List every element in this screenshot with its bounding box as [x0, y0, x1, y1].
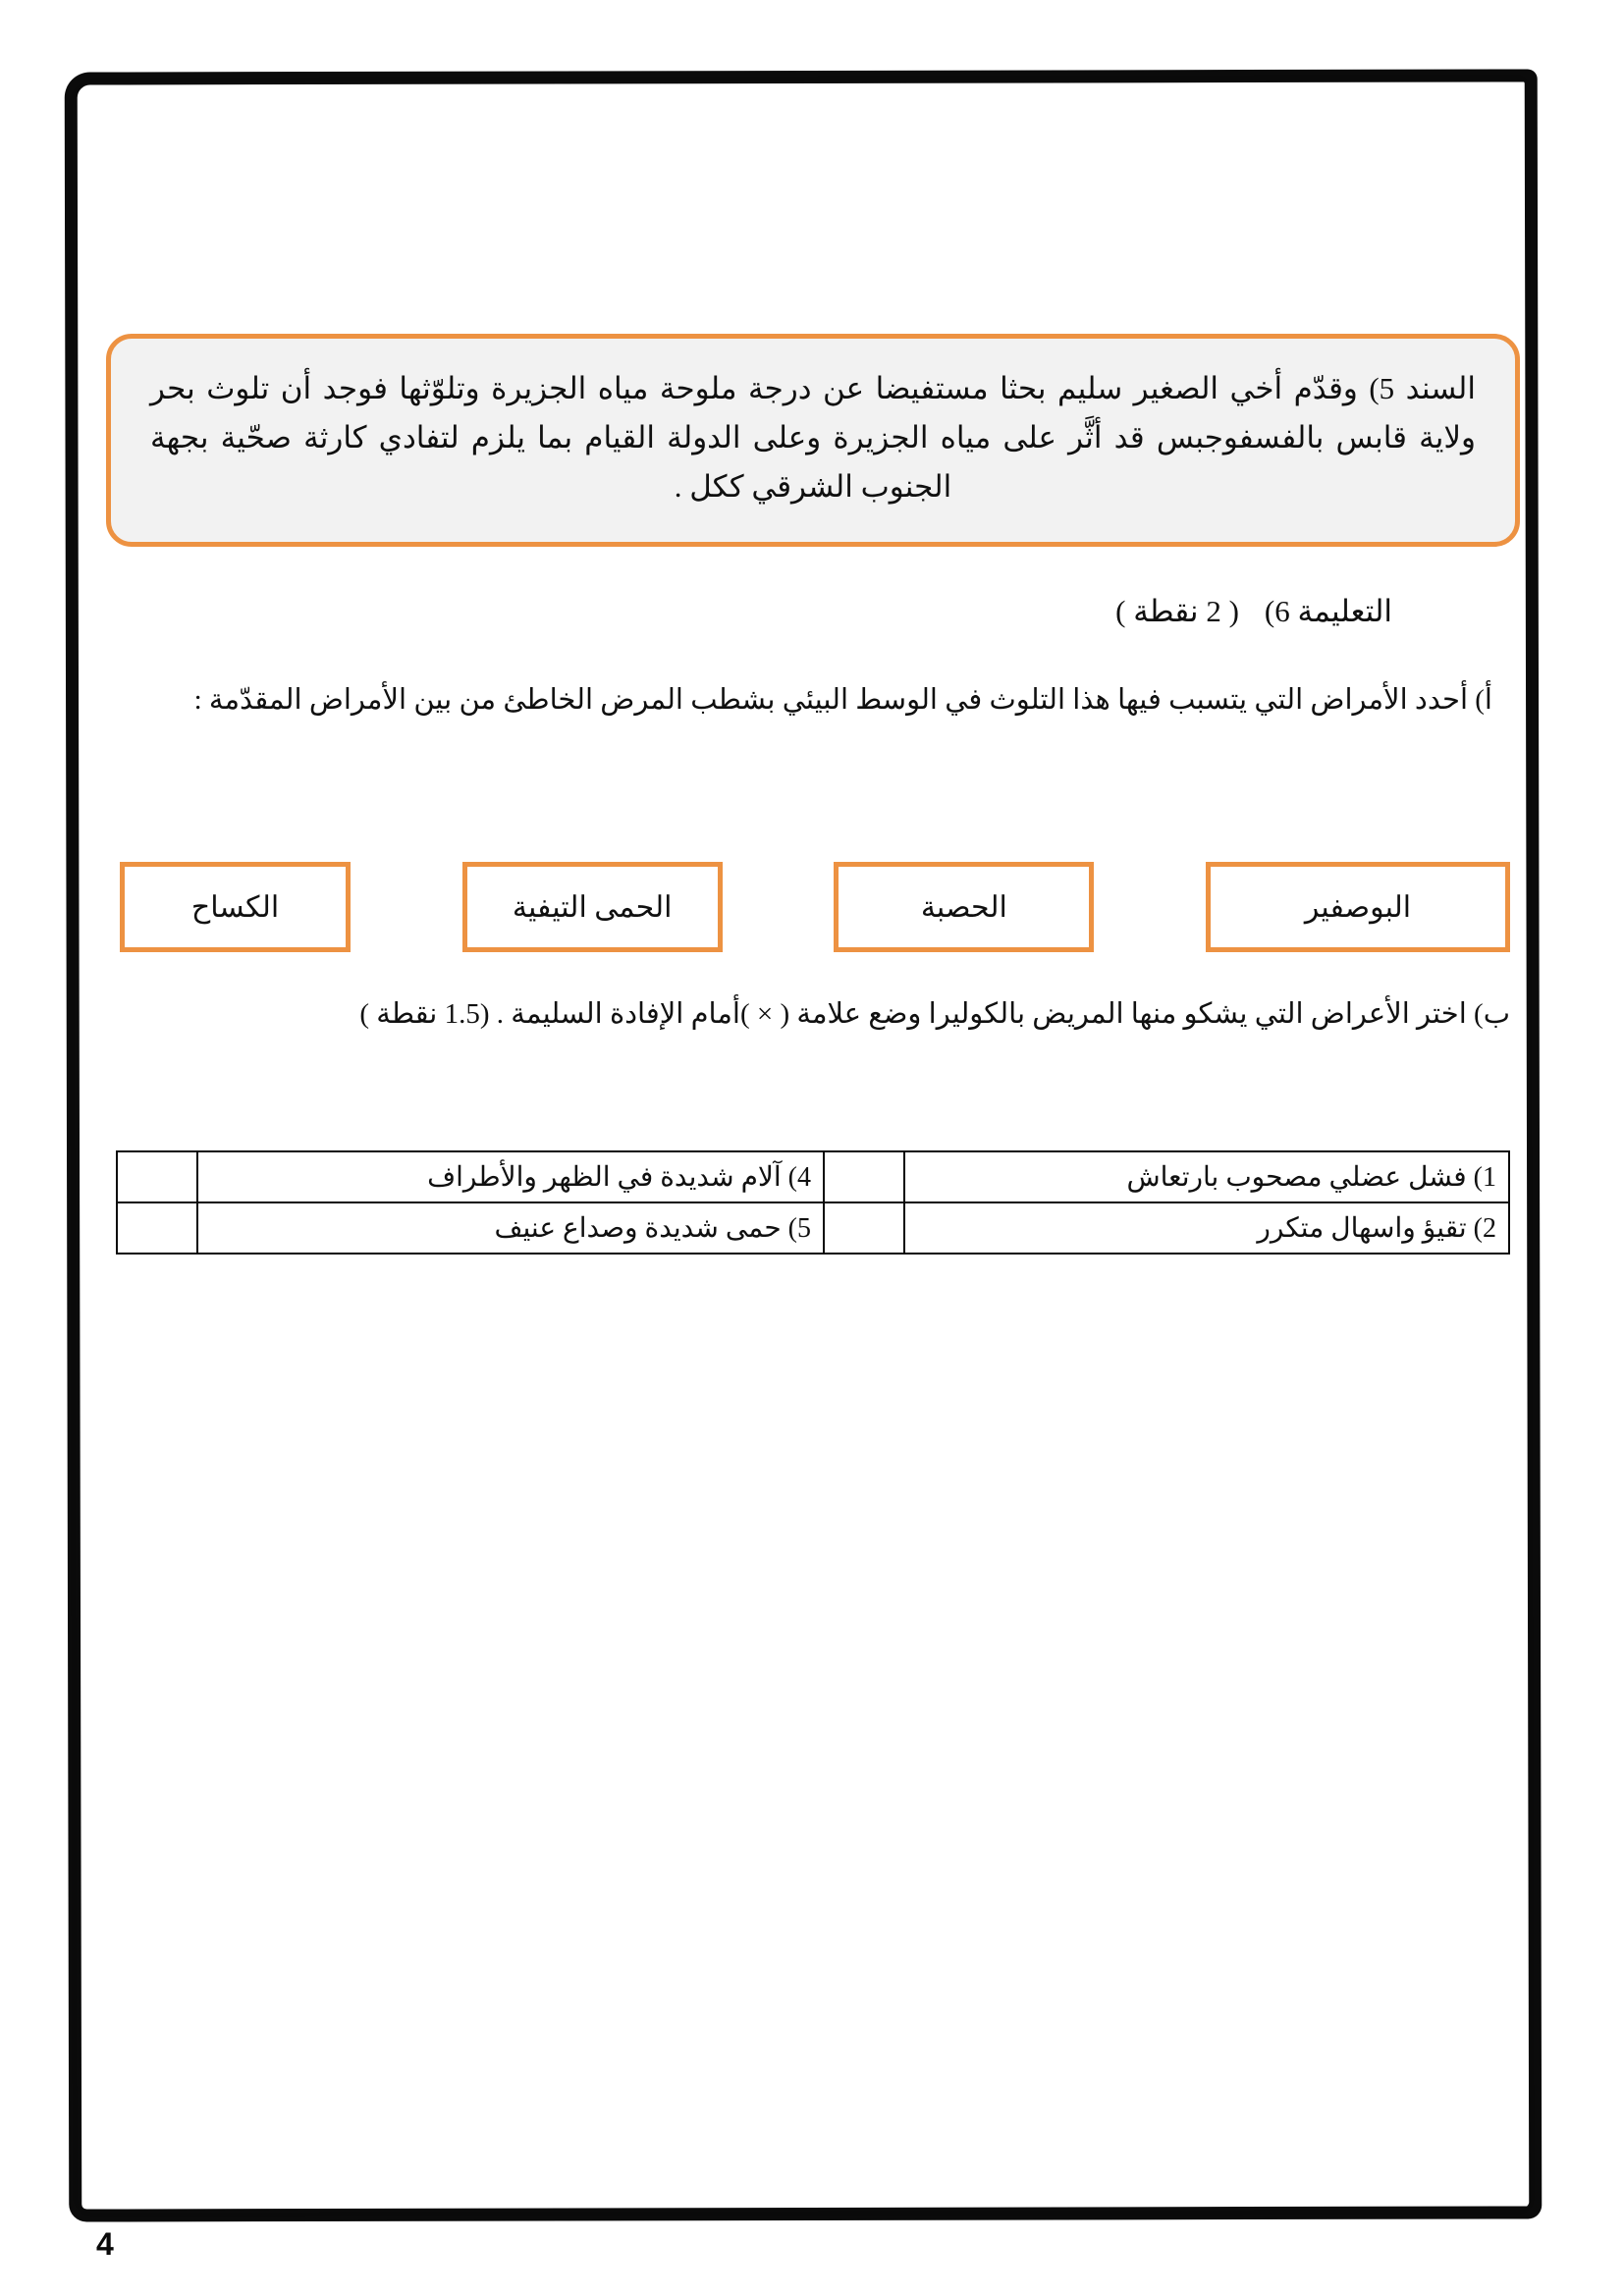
symptom-cell-1: 1) فشل عضلي مصحوب بارتعاش — [904, 1151, 1509, 1202]
instruction-6-title: التعليمة 6) — [1264, 594, 1392, 628]
page-number: 4 — [96, 2226, 114, 2262]
question-a-text: أ) أحدد الأمراض التي يتسبب فيها هذا التلوث في الوسط البيئي بشطب المرض الخاطئ من بين الأمراض المقدّمة : — [193, 684, 1492, 716]
table-row — [117, 1202, 1509, 1254]
symptom-mark-1[interactable] — [824, 1151, 904, 1202]
source-text: السند 5) وقدّم أخي الصغير سليم بحثا مستفيضا عن درجة ملوحة مياه الجزيرة وتلوّثها فوجد أن تلوث بحر ولاية قابس بالفسفوجبس قد أثَّر على مياه الجزيرة وعلى الدولة القيام بما يلزم لتفادي كارثة صحّية بجهة الجنوب الشرقي ككل . — [150, 371, 1476, 505]
disease-option-2-label: الحمى التيفية — [512, 890, 673, 924]
symptom-mark-2[interactable] — [824, 1202, 904, 1254]
symptoms-table — [116, 1150, 1510, 1255]
symptom-cell-4: 4) آلام شديدة في الظهر والأطراف — [197, 1151, 824, 1202]
disease-option-4[interactable] — [1206, 862, 1510, 952]
instruction-6-header — [106, 587, 1520, 636]
symptom-cell-2: 2) تقيؤ واسهال متكرر — [904, 1202, 1509, 1254]
disease-options-group — [120, 862, 1510, 952]
disease-option-1[interactable] — [120, 862, 351, 952]
disease-option-4-label: البوصفير — [1304, 890, 1412, 924]
disease-option-1-label: الكساح — [190, 890, 280, 924]
question-b-text: ب) اختر الأعراض التي يشكو منها المريض بالكوليرا وضع علامة ( × )أمام الإفادة السليمة . (1.5 نقطة ) — [359, 998, 1510, 1030]
disease-option-3-label: الحصبة — [920, 890, 1007, 924]
symptom-cell-5: 5) حمى شديدة وصداع عنيف — [197, 1202, 824, 1254]
source-text-box — [106, 334, 1520, 547]
table-row — [117, 1151, 1509, 1202]
symptom-mark-5[interactable] — [117, 1202, 197, 1254]
disease-option-3[interactable] — [834, 862, 1094, 952]
instruction-6-points: ( 2 نقطة ) — [1115, 594, 1239, 628]
symptom-mark-4[interactable] — [117, 1151, 197, 1202]
disease-option-2[interactable] — [462, 862, 723, 952]
